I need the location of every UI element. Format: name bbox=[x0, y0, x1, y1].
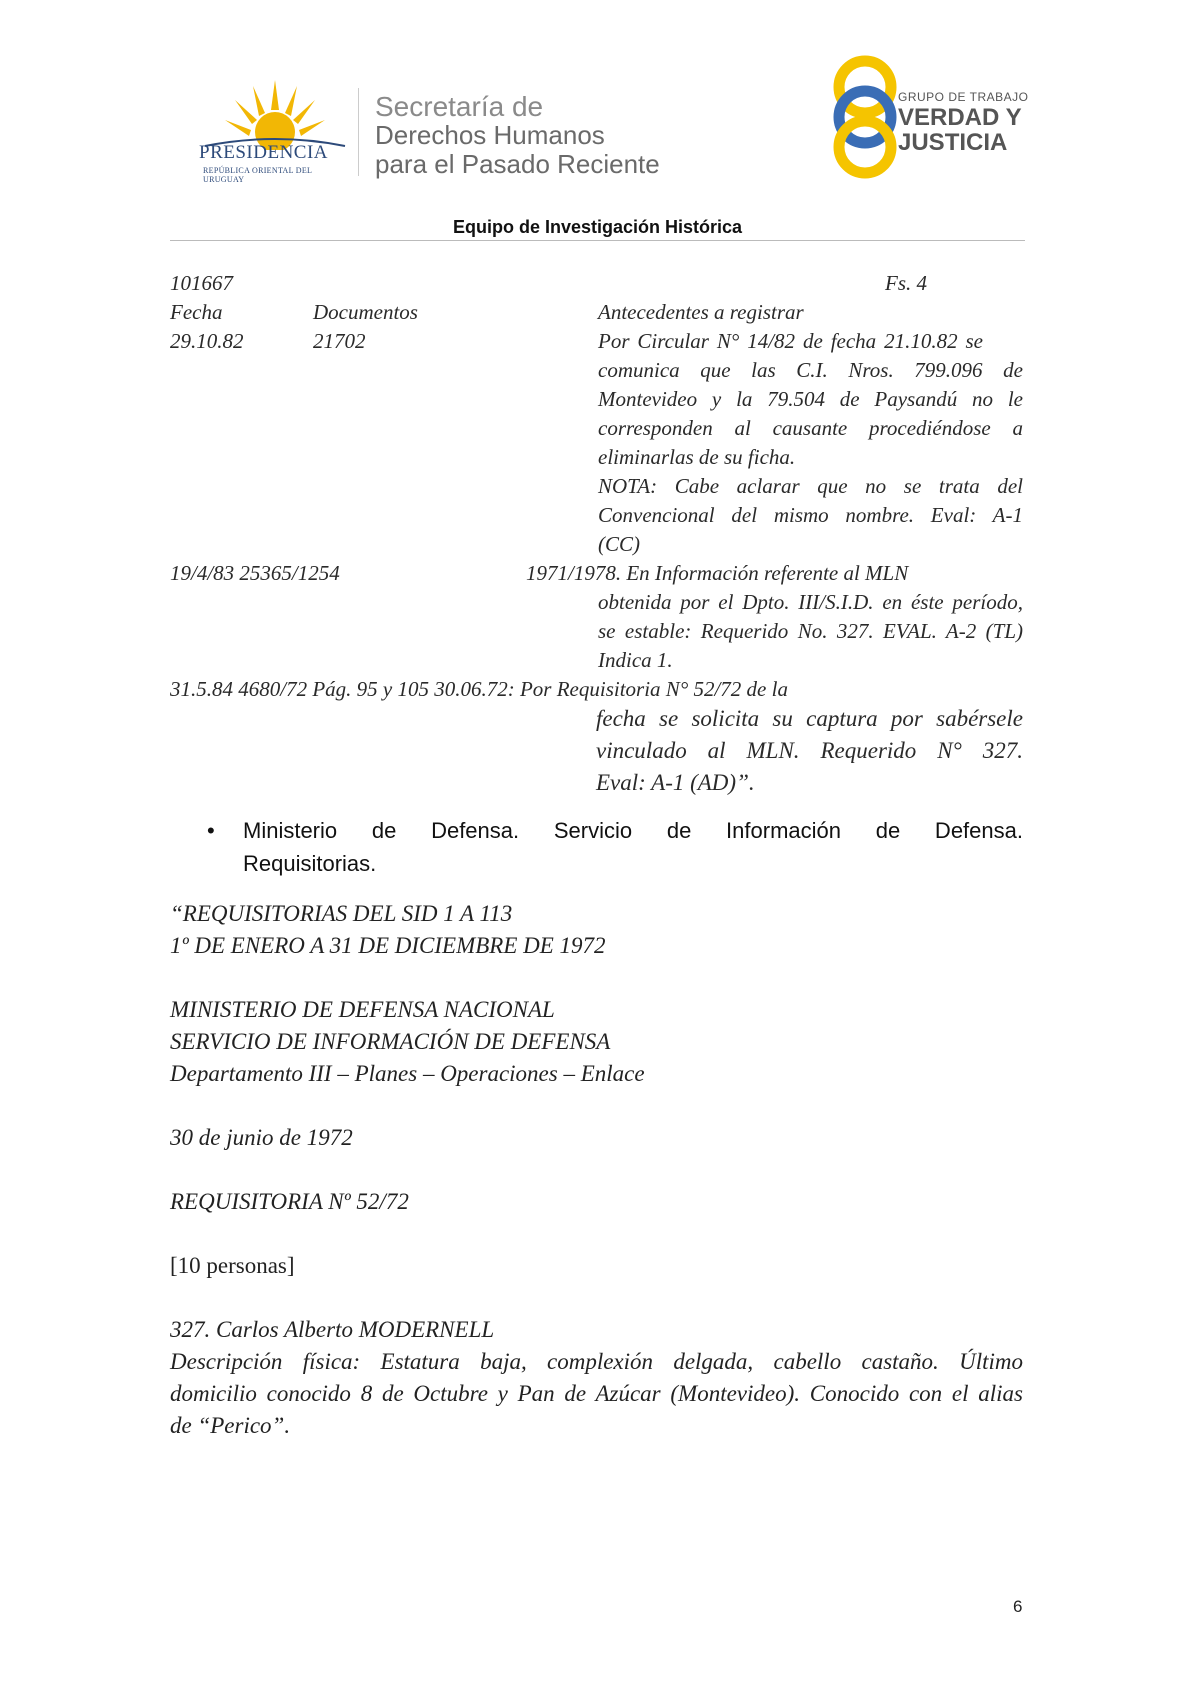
presidencia-text: PRESIDENCIA bbox=[199, 142, 329, 163]
requisitoria-line: SERVICIO DE INFORMACIÓN DE DEFENSA bbox=[170, 1029, 611, 1054]
verdad-text: VERDAD Y bbox=[898, 104, 1022, 131]
entry2-line: Indica 1. bbox=[598, 648, 673, 672]
requisitoria-person: 327. Carlos Alberto MODERNELL bbox=[170, 1317, 495, 1342]
bullet-text-line-2: Requisitorias. bbox=[243, 851, 377, 876]
requisitoria-line: “REQUISITORIAS DEL SID 1 A 113 bbox=[170, 901, 513, 926]
linked-rings-icon bbox=[820, 55, 910, 180]
entry1-line: NOTA: Cabe aclarar que no se trata del bbox=[598, 474, 1023, 498]
presidencia-subtitle: REPÚBLICA ORIENTAL DEL URUGUAY bbox=[203, 166, 312, 184]
column-antecedentes: Antecedentes a registrar bbox=[598, 300, 804, 324]
entry1-line: Por Circular N° 14/82 de fecha 21.10.82 se bbox=[598, 329, 983, 353]
entry2-first-line: 1971/1978. En Información referente al MLN bbox=[526, 561, 909, 585]
entry1-documento: 21702 bbox=[313, 329, 366, 353]
entry3-line: vinculado al MLN. Requerido N° 327. bbox=[596, 738, 1023, 763]
column-documentos: Documentos bbox=[313, 300, 418, 324]
entry2-fecha-documento: 19/4/83 25365/1254 bbox=[170, 561, 340, 585]
grupo-de-trabajo-text: GRUPO DE TRABAJO bbox=[898, 90, 1029, 104]
secretaria-line-3: para el Pasado Reciente bbox=[375, 149, 660, 179]
entry3-line: fecha se solicita su captura por sabérsele bbox=[596, 706, 1023, 731]
requisitoria-number: REQUISITORIA Nº 52/72 bbox=[170, 1189, 409, 1214]
requisitoria-line: MINISTERIO DE DEFENSA NACIONAL bbox=[170, 997, 555, 1022]
requisitoria-description-line: de “Perico”. bbox=[170, 1413, 291, 1438]
team-title: Equipo de Investigación Histórica bbox=[452, 217, 743, 237]
entry1-line: (CC) bbox=[598, 532, 640, 556]
presidencia-logo bbox=[195, 80, 355, 184]
entry1-line: comunica que las C.I. Nros. 799.096 de bbox=[598, 358, 1023, 382]
sun-icon bbox=[195, 80, 355, 150]
requisitoria-line: Departamento III – Planes – Operaciones – Enlace bbox=[170, 1061, 645, 1086]
secretaria-line-1: Secretaría de bbox=[375, 91, 544, 122]
secretaria-logo-text bbox=[375, 92, 660, 179]
requisitoria-date: 30 de junio de 1972 bbox=[170, 1125, 353, 1150]
requisitoria-description-line: Descripción física: Estatura baja, complexión delgada, cabello castaño. Último bbox=[170, 1349, 1023, 1374]
verdad-justicia-logo bbox=[820, 55, 1040, 180]
record-folio: Fs. 4 bbox=[885, 271, 927, 295]
entry1-line: corresponden al causante procediéndose a bbox=[598, 416, 1023, 440]
entry3-first-line: 31.5.84 4680/72 Pág. 95 y 105 30.06.72: Por Requisitoria N° 52/72 de la bbox=[170, 677, 788, 701]
column-fecha: Fecha bbox=[170, 300, 223, 324]
header-divider bbox=[358, 88, 359, 176]
requisitoria-line: 1º DE ENERO A 31 DE DICIEMBRE DE 1972 bbox=[170, 933, 606, 958]
bullet-symbol: • bbox=[207, 818, 215, 843]
entry1-line: Montevideo y la 79.504 de Paysandú no le bbox=[598, 387, 1023, 411]
secretaria-line-2: Derechos Humanos bbox=[375, 120, 605, 150]
entry1-line: Convencional del mismo nombre. Eval: A-1 bbox=[598, 503, 1023, 527]
requisitoria-description-line: domicilio conocido 8 de Octubre y Pan de Azúcar (Montevideo). Conocido con el alias bbox=[170, 1381, 1023, 1406]
entry3-line: Eval: A-1 (AD)”. bbox=[596, 770, 755, 795]
justicia-text: JUSTICIA bbox=[898, 129, 1008, 156]
record-id: 101667 bbox=[170, 271, 233, 295]
entry1-fecha: 29.10.82 bbox=[170, 329, 244, 353]
requisitoria-count: [10 personas] bbox=[170, 1253, 295, 1278]
header-rule bbox=[170, 240, 1025, 241]
bullet-text-line-1: Ministerio de Defensa. Servicio de Información de Defensa. bbox=[243, 818, 1023, 843]
page-number: 6 bbox=[1013, 1597, 1023, 1616]
entry2-line: obtenida por el Dpto. III/S.I.D. en éste período, bbox=[598, 590, 1023, 614]
entry1-line: eliminarlas de su ficha. bbox=[598, 445, 796, 469]
entry2-line: se estable: Requerido No. 327. EVAL. A-2 (TL) bbox=[598, 619, 1023, 643]
